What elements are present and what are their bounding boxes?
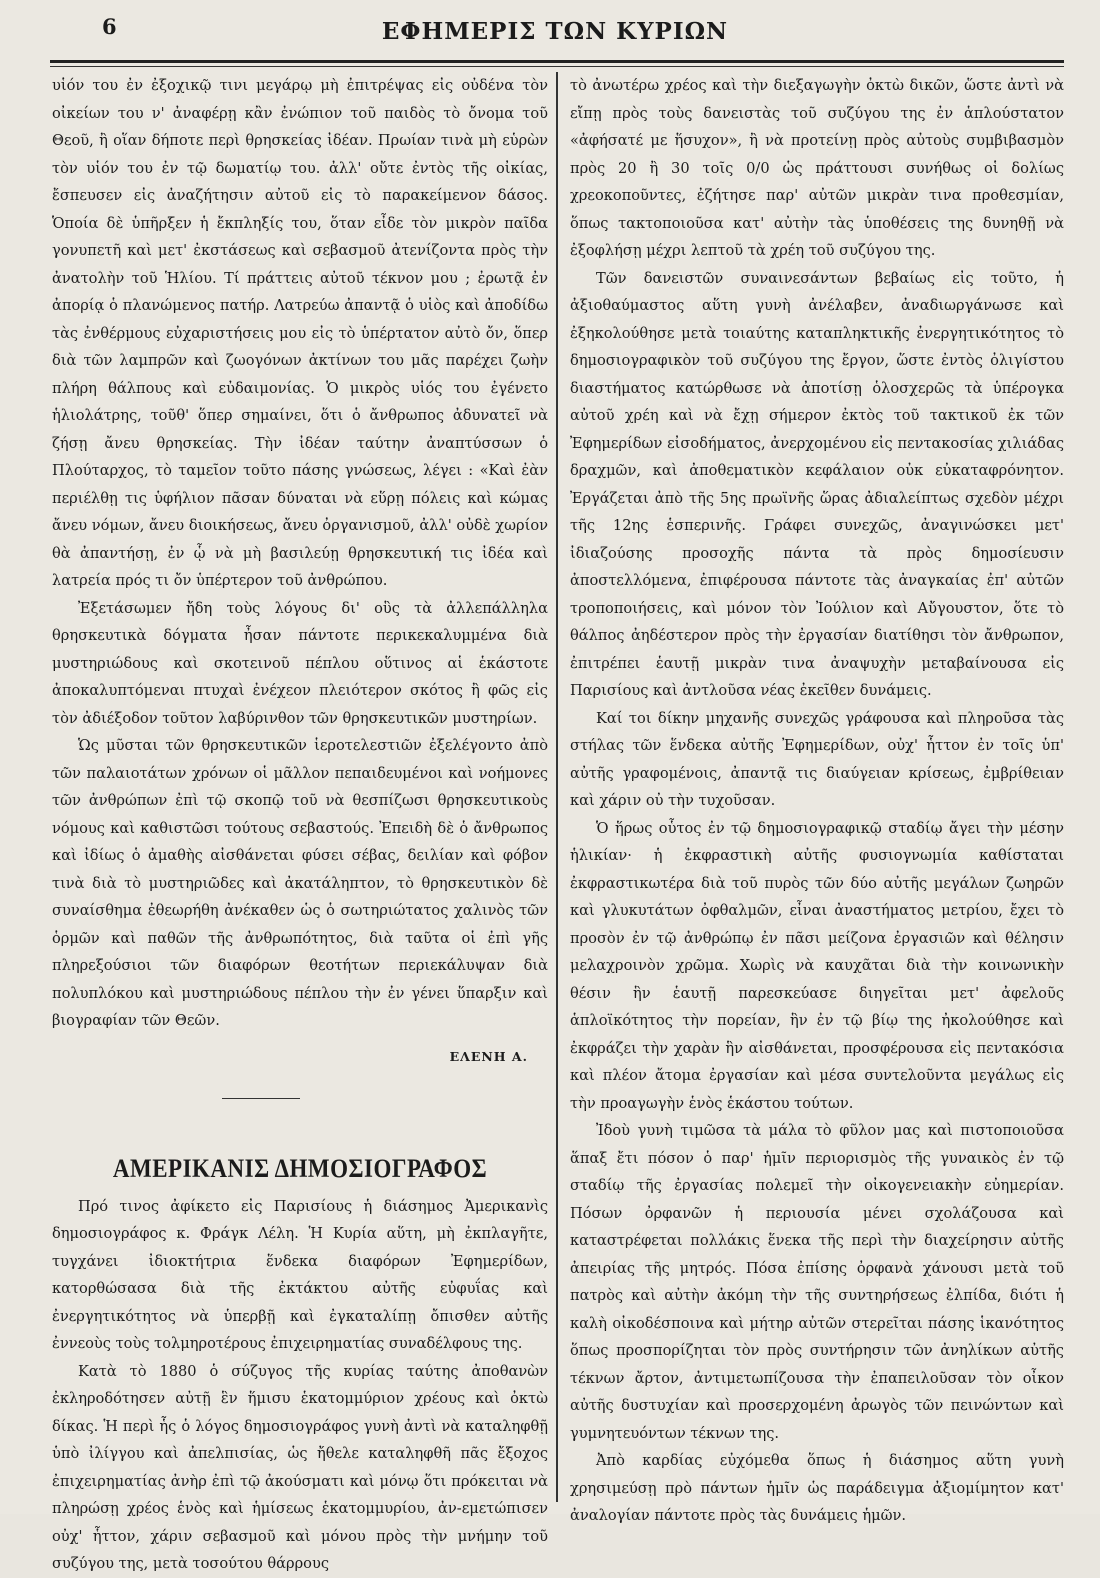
article-paragraph: Ἐξετάσωμεν ἤδη τοὺς λόγους δι' οὓς τὰ ἀλλεπάλληλα θρησκευτικὰ δόγματα ἦσαν πάντοτε περικεκαλυμμένα διὰ μυστηριώδους καὶ σκοτεινοῦ πέπλου οὕτινος αἱ ἑκάστοτε ἀποκαλυπτόμεναι πτυχαὶ ἐνέχεον πλειότερον σκότος ἢ φῶς εἰς τὸν ἀδιέξοδον τοῦτον λαβύρινθον τῶν θρησκευτικῶν μυστηρίων. (52, 599, 548, 727)
masthead-title: ΕΦΗΜΕΡΙΣ ΤΩΝ ΚΥΡΙΩΝ (381, 18, 729, 45)
article-paragraph: Καί τοι δίκην μηχανῆς συνεχῶς γράφουσα καὶ πληροῦσα τὰς στήλας τῶν ἕνδεκα αὐτῆς Ἐφημερίδων, οὐχ' ἧττον ἐν τοῖς ὑπ' αὐτῆς γραφομένοις, ἀπαντᾷ τις διαύγειαν κρίσεως, ἐμβρίθειαν καὶ χάριν οὐ τὴν τυχοῦσαν. (570, 709, 1064, 809)
header-rule (50, 60, 1064, 63)
article-paragraph: τὸ ἀνωτέρω χρέος καὶ τὴν διεξαγωγὴν ὀκτὼ δικῶν, ὥστε ἀντὶ νὰ εἴπῃ πρὸς τοὺς δανειστὰς τοῦ συζύγου της ἐν ἁπλούστατον «ἀφήσατέ με ἥσυχον», ἢ νὰ προτείνῃ πρὸς αὐτοὺς συμβιβασμὸν πρὸς 20 ἢ 30 τοῖς 0/0 ὡς πράττουσι συνήθως οἱ δολίως χρεοκοποῦντες, ἐζήτησε παρ' αὐτῶν μικρὰν τινα προθεσμίαν, ὅπως τακτοποιοῦσα κατ' αὐτὴν τὰς ὑποθέσεις της δυνηθῇ νὰ ἐξοφλήσῃ μέχρι λεπτοῦ τὰ χρέη τοῦ συζύγου της. (570, 77, 1064, 259)
article-paragraph: Ἀπὸ καρδίας εὐχόμεθα ὅπως ἡ διάσημος αὕτη γυνὴ χρησιμεύσῃ πρὸ πάντων ἡμῖν ὡς παράδειγμα ἀξιομίμητον κατ' ἀναλογίαν πάντοτε πρὸς τὰς δυνάμεις ἡμῶν. (570, 1452, 1064, 1524)
article-paragraph: Πρό τινος ἀφίκετο εἰς Παρισίους ἡ διάσημος Ἀμερικανὶς δημοσιογράφος κ. Φράγκ Λέλη. Ἡ Κυρία αὕτη, μὴ ἐκπλαγῆτε, τυγχάνει ἰδιοκτήτρια ἕνδεκα διαφόρων Ἐφημερίδων, κατορθώσασα διὰ τῆς ἐκτάκτου αὐτῆς εὐφυΐας καὶ ἐνεργητικότητος νὰ ὑπερβῇ καὶ ἐγκαταλίπῃ ὄπισθεν αὐτῆς ἐννεοὺς τοὺς τολμηροτέρους ἐπιχειρηματίας συναδέλφους της. (52, 1197, 548, 1352)
article-paragraph: Κατὰ τὸ 1880 ὁ σύζυγος τῆς κυρίας ταύτης ἀποθανὼν ἐκληροδότησεν αὐτῇ ἓν ἥμισυ ἑκατομμύριον χρέους καὶ ὀκτὼ δίκας. Ἡ περὶ ἧς ὁ λόγος δημοσιογράφος γυνὴ ἀντὶ νὰ καταληφθῇ ὑπὸ ἰλίγγου καὶ ἀπελπισίας, ὡς ἤθελε καταληφθῆ πᾶς ἔξοχος ἐπιχειρηματίας ἀνὴρ ἐπὶ τῷ ἀκούσματι καὶ μόνῳ ὅτι πρόκειται νὰ πληρώσῃ χρέος ἑνὸς καὶ ἡμίσεως ἑκατομμυρίου, ἀν-εμετώπισεν οὐχ' ἧττον, χάριν σεβασμοῦ καὶ μόνου πρὸς τὴν μνήμην τοῦ συζύγου της, μετὰ τοσούτου θάρρους (52, 1362, 548, 1572)
article-paragraph: Τῶν δανειστῶν συναινεσάντων βεβαίως εἰς τοῦτο, ἡ ἀξιοθαύμαστος αὕτη γυνὴ ἀνέλαβεν, ἀναδιωργάνωσε καὶ ἐξηκολούθησε μετὰ τοιαύτης καταπληκτικῆς ἐνεργητικότητος τὸ δημοσιογραφικὸν τοῦ συζύγου της ἔργον, ὥστε ἐντὸς ὀλιγίστου διαστήματος κατώρθωσε νὰ ἀποτίσῃ ὁλοσχερῶς τὰ ὑπέρογκα αὐτοῦ χρέη καὶ νὰ ἔχῃ σήμερον ἐκτὸς τοῦ τακτικοῦ ἐκ τῶν Ἐφημερίδων εἰσοδήματος, ἀνερχομένου εἰς πεντακοσίας χιλιάδας δραχμῶν, καὶ ἀποθεματικὸν κεφάλαιον οὐκ εὐκαταφρόνητον. Ἐργάζεται ἀπὸ τῆς 5ης πρωϊνῆς ὥρας ἀδιαλείπτως σχεδὸν μέχρι τῆς 12ης ἑσπερινῆς. Γράφει συνεχῶς, ἀναγινώσκει μετ' ἰδιαζούσης προσοχῆς πάντα τὰ πρὸς δημοσίευσιν ἀποστελλόμενα, ἐπιφέρουσα πάντοτε τὰς ἀναγκαίας ἐπ' αὐτῶν τροποποιήσεις, καὶ μόνον τὸν Ἰούλιον καὶ Αὔγουστον, ὅτε τὸ θάλπος ἀηδέστερον πρὸς τὴν ἐργασίαν διατίθησι τὸν ἄνθρωπον, ἐπιτρέπει ἑαυτῇ μικρὰν τινα ἀναψυχὴν μεταβαίνουσα εἰς Παρισίους καὶ ἀντλοῦσα νέας ἐκεῖθεν δυνάμεις. (570, 269, 1064, 699)
author-signature: ΕΛΕΝΗ Α. (449, 1048, 528, 1064)
right-column (570, 72, 1064, 1530)
header-rule-thin (50, 66, 1064, 67)
page-number: 6 (102, 14, 117, 39)
article-paragraph: Ὁ ἥρως οὗτος ἐν τῷ δημοσιογραφικῷ σταδίῳ ἄγει τὴν μέσην ἡλικίαν· ἡ ἐκφραστικὴ αὐτῆς φυσιογνωμία καθίσταται ἐκφραστικωτέρα διὰ τοῦ πυρὸς τῶν δύο αὐτῆς μεγάλων ζωηρῶν καὶ γλυκυτάτων ὀφθαλμῶν, εἶναι ἀναστήματος μετρίου, ἔχει τὸ προσὸν ἐν τῷ ἀνθρώπῳ ἐν πᾶσι μείζονα ἐργασιῶν καὶ θέλησιν μελαχροινὸν χρῶμα. Χωρὶς νὰ καυχᾶται διὰ τὴν κοινωνικὴν θέσιν ἣν ἑαυτῇ παρεσκεύασε διηγεῖται μετ' ἀφελοῦς ἁπλοϊκότητος τὴν πορείαν, ἣν ἐν τῷ βίῳ της ἠκολούθησε καὶ ἐκφράζει τὴν χαρὰν ἣν αἰσθάνεται, προσφέρουσα εἰς πεντακόσια καὶ πλέον ἄτομα ἐργασίαν καὶ μέσα συντελοῦντα μεγάλως εἰς τὴν προαγωγὴν ἑνὸς ἑκάστου τούτων. (570, 819, 1064, 1112)
article-paragraph: υἱόν του ἐν ἐξοχικῷ τινι μεγάρῳ μὴ ἐπιτρέψας εἰς οὐδένα τὸν οἰκείων του ν' ἀναφέρῃ κἂν ἐνώπιον τοῦ παιδὸς τὸ ὄνομα τοῦ Θεοῦ, ἢ οἵαν δήποτε περὶ θρησκείας ἰδέαν. Πρωίαν τινὰ μὴ εὑρὼν τὸν υἱόν του ἐν τῷ δωματίῳ του. ἀλλ' οὔτε ἐντὸς τῆς οἰκίας, ἔσπευσεν εἰς ἀναζήτησιν αὐτοῦ εἰς τὸ παρακείμενον δάσος. Ὁποία δὲ ὑπῆρξεν ἡ ἔκπληξίς του, ὅταν εἶδε τὸν μικρὸν παῖδα γονυπετῆ καὶ μετ' ἐκστάσεως καὶ σεβασμοῦ ἀτενίζοντα πρὸς τὴν ἀνατολὴν τοῦ Ἡλίου. Τί πράττεις αὐτοῦ τέκνον μου ; ἐρωτᾷ ἐν ἀπορίᾳ ὁ πλανώμενος πατήρ. Λατρεύω ἀπαντᾷ ὁ υἱὸς καὶ ἀποδίδω τὰς ἐνθέρμους εὐχαριστήσεις μου εἰς τὸ ὑπέρτατον αὐτὸ ὄν, ὅπερ διὰ τῶν λαμπρῶν καὶ ζωογόνων ἀκτίνων του μᾶς παρέχει ζωὴν πλήρη θάλπους καὶ εὐδαιμονίας. Ὁ μικρὸς υἱός του ἐγένετο ἡλιολάτρης, τοῦθ' ὅπερ σημαίνει, ὅτι ὁ ἄνθρωπος ἀδυνατεῖ νὰ ζήσῃ ἄνευ θρησκείας. Τὴν ἰδέαν ταύτην ἀναπτύσσων ὁ Πλούταρχος, τὸ ταμεῖον τοῦτο πάσης γνώσεως, λέγει : «Καὶ ἐὰν περιέλθῃ τις ὑφήλιον πᾶσαν δύναται νὰ εὕρῃ πόλεις καὶ κώμας ἄνευ νόμων, ἄνευ διοικήσεως, ἄνευ ὀργανισμοῦ, ἀλλ' οὐδὲ χωρίον θὰ ἀπαντήσῃ, ἐν ᾧ νὰ μὴ βασιλεύῃ θρησκευτική τις ἰδέα καὶ λατρεία πρός τι ὄν ὑπέρτερον τοῦ ἀνθρώπου. (52, 77, 548, 589)
article-paragraph: Ὡς μῦσται τῶν θρησκευτικῶν ἱεροτελεστιῶν ἐξελέγοντο ἀπὸ τῶν παλαιοτάτων χρόνων οἱ μᾶλλον πεπαιδευμένοι καὶ νοήμονες τῶν ἀνθρώπων ἐπὶ τῷ σκοπῷ τοῦ νὰ θεσπίζωσι θρησκευτικοὺς νόμους καὶ καθιστῶσι τούτους σεβαστούς. Ἐπειδὴ δὲ ὁ ἄνθρωπος καὶ ἰδίως ὁ ἀμαθὴς αἰσθάνεται φύσει σέβας, δειλίαν καὶ φόβον τινὰ διὰ τὸ μυστηριῶδες καὶ ἀκατάληπτον, τὸ θρησκευτικὸν δὲ συναίσθημα ἐθεωρήθη ἀνέκαθεν ὡς ὁ σωτηριώτατος χαλινὸς τῶν ὁρμῶν καὶ παθῶν τῆς ἀνθρωπότητος, διὰ ταῦτα οἱ ἐπὶ γῆς πληρεξούσιοι τῶν διαφόρων θεοτήτων περιεκάλυψαν διὰ πολυπλόκου καὶ μυστηριώδους πέπλου τὴν ἐν γένει ὕπαρξιν καὶ βιογραφίαν τῶν Θεῶν. (52, 737, 548, 1029)
page-header (50, 14, 1060, 54)
column-divider (556, 72, 558, 1502)
section-divider (222, 1098, 300, 1099)
section-title: ΑΜΕΡΙΚΑΝΙΣ ΔΗΜΟΣΙΟΓΡΑΦΟΣ (112, 1154, 488, 1183)
left-column (52, 72, 548, 1578)
article-paragraph: Ἰδοὺ γυνὴ τιμῶσα τὰ μάλα τὸ φῦλον μας καὶ πιστοποιοῦσα ἅπαξ ἔτι πόσον ὁ παρ' ἡμῖν περιορισμὸς τῆς γυναικὸς ἐν τῷ σταδίῳ τῆς ἐργασίας πολεμεῖ τὴν οἰκογενειακὴν εὐημερίαν. Πόσων ὀρφανῶν ἡ περιουσία μένει σχολάζουσα καὶ καταστρέφεται πολλάκις ἕνεκα τῆς περὶ τὴν διαχείρησιν αὐτῆς ἀπειρίας τῆς μητρός. Πόσα ἐπίσης ὀρφανὰ χάνουσι μετὰ τοῦ πατρὸς καὶ αὐτὴν ἀκόμη τὴν τῆς συντηρήσεως ἐλπίδα, διότι ἡ καλὴ οἰκοδέσποινα καὶ μήτηρ αὐτῶν στερεῖται πάσης ἱκανότητος ὅπως προσπορίζηται τὸν πρὸς συντήρησιν τῶν ἀνηλίκων αὐτῆς τέκνων ἄρτον, ἀντιμετωπίζουσα τὴν ἐπαπειλοῦσαν τὸν οἶκον αὐτῆς δυστυχίαν καὶ προσερχομένη ἀρωγὸς τῶν πεινώντων καὶ γυμνητευόντων τέκνων της. (570, 1122, 1064, 1442)
